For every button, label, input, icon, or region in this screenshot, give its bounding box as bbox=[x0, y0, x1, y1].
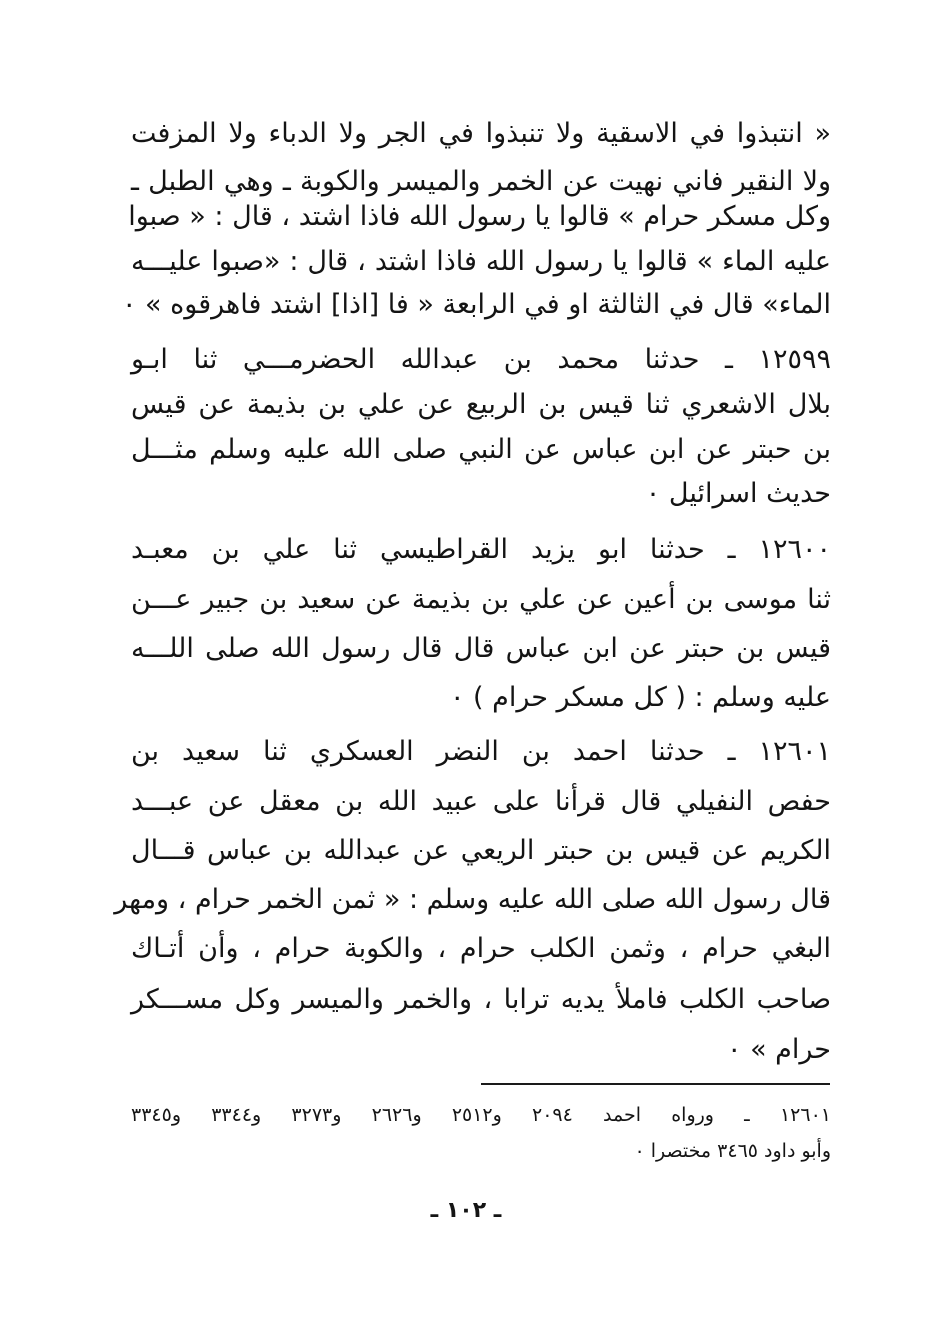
page-number: ـ ١٠٢ ـ bbox=[430, 1198, 502, 1223]
text-line: ١٢٥٩٩ ـ حدثنا محمد بن عبدالله الحضرمـــي ثنا ابـو bbox=[131, 344, 831, 375]
text-line: البغي حرام ، وثمن الكلب حرام ، والكوبة حرام ، وأن أتـاك bbox=[131, 933, 831, 964]
text-line: الماء» قال في الثالثة او في الرابعة « فا [اذا] اشتد فاهرقوه » ٠ bbox=[121, 289, 831, 320]
text-line: ١٢٦٠١ ـ حدثنا احمد بن النضر العسكري ثنا سعيد بن bbox=[131, 736, 831, 767]
footnote-line: وأبو داود ٣٤٦٥ مختصرا ٠ bbox=[634, 1140, 831, 1162]
text-line: الكريم عن قيس بن حبتر الريعي عن عبدالله بن عباس قـــال bbox=[131, 835, 831, 866]
text-line: قيس بن حبتر عن ابن عباس قال قال رسول الله صلى اللـــه bbox=[131, 633, 831, 664]
text-line: عليه وسلم : ( كل مسكر حرام ) ٠ bbox=[449, 682, 831, 713]
text-line: عليه الماء » قالوا يا رسول الله فاذا اشتد ، قال : «صبوا عليـــه bbox=[131, 246, 831, 277]
text-line: ولا النقير فاني نهيت عن الخمر والميسر والكوبة ـ وهي الطبل ـ bbox=[131, 166, 831, 197]
text-line: « انتبذوا في الاسقية ولا تنبذوا في الجر ولا الدباء ولا المزفت bbox=[131, 118, 831, 149]
footnote-line: ١٢٦٠١ ـ ورواه احمد ٢٠٩٤ و٢٥١٢ و٢٦٢٦ و٣٢٧٣ و٣٣٤٤ و٣٣٤٥ bbox=[131, 1104, 831, 1126]
text-line: بلال الاشعري ثنا قيس بن الربيع عن علي بن بذيمة عن قيس bbox=[131, 389, 831, 420]
text-line: حديث اسرائيل ٠ bbox=[645, 478, 831, 509]
text-line: حفص النفيلي قال قرأنا على عبيد الله بن معقل عن عبـــد bbox=[131, 786, 831, 817]
text-line: صاحب الكلب فاملأ يديه ترابا ، والخمر والميسر وكل مســـكر bbox=[131, 984, 831, 1015]
text-line: قال رسول الله صلى الله عليه وسلم : « ثمن الخمر حرام ، ومهر bbox=[114, 884, 831, 915]
text-line: وكل مسكر حرام » قالوا يا رسول الله فاذا اشتد ، قال : « صبوا bbox=[128, 201, 831, 232]
text-line: ١٢٦٠٠ ـ حدثنا ابو يزيد القراطيسي ثنا علي بن معبـد bbox=[131, 534, 831, 565]
text-line: حرام » ٠ bbox=[726, 1034, 831, 1065]
text-line: بن حبتر عن ابن عباس عن النبي صلى الله عليه وسلم مثـــل bbox=[131, 434, 831, 465]
text-line: ثنا موسى بن أعين عن علي بن بذيمة عن سعيد بن جبير عـــن bbox=[131, 584, 831, 615]
footnote-separator bbox=[481, 1083, 830, 1085]
